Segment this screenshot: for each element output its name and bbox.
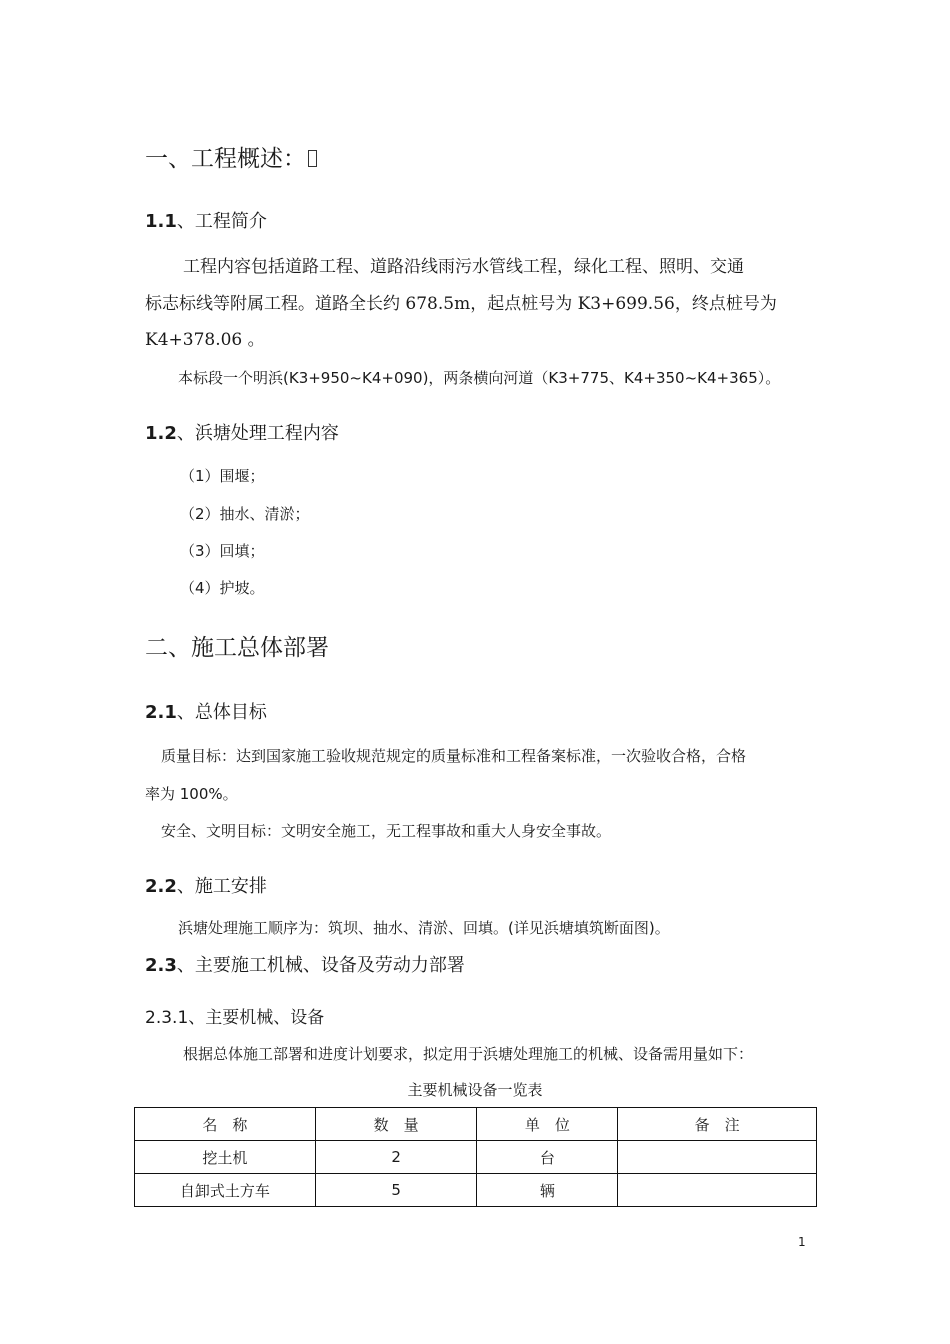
list-item: （4）护坡。	[180, 579, 265, 597]
list-item: （1）围堰；	[180, 467, 265, 485]
table-header-cell: 备 注	[618, 1108, 817, 1141]
quality-line-1: 质量目标：达到国家施工验收规范规定的质量标准和工程备案标准，一次验收合格，合格	[161, 747, 747, 765]
table-caption: 主要机械设备一览表	[407, 1081, 543, 1099]
subheading-1-1: 1.1、工程简介	[145, 211, 267, 232]
section1-heading: 一、工程概述：	[145, 140, 317, 173]
subheading-2-1: 2.1、总体目标	[145, 702, 267, 723]
table-row	[135, 1141, 817, 1174]
subheading-2-2: 2.2、施工安排	[145, 876, 267, 897]
table-cell: 挖土机	[135, 1141, 316, 1174]
intro-note: 本标段一个明浜(K3+950~K4+090)，两条横向河道（K3+775、K4+350~K4+365）。	[178, 369, 781, 387]
equipment-table	[134, 1107, 817, 1207]
subheading-2-3-1: 2.3.1、主要机械、设备	[145, 1008, 325, 1028]
table-cell	[618, 1174, 817, 1207]
table-cell	[618, 1141, 817, 1174]
safety-goal: 安全、文明目标：文明安全施工，无工程事故和重大人身安全事故。	[161, 822, 612, 840]
missing-glyph-icon	[308, 150, 317, 167]
table-header-cell: 名 称	[135, 1108, 316, 1141]
subheading-2-3: 2.3、主要施工机械、设备及劳动力部署	[145, 955, 465, 976]
subheading-1-2: 1.2、浜塘处理工程内容	[145, 423, 339, 444]
table-header-cell: 数 量	[315, 1108, 477, 1141]
page-number: 1	[798, 1235, 806, 1249]
equipment-intro: 根据总体施工部署和进度计划要求，拟定用于浜塘处理施工的机械、设备需用量如下：	[183, 1045, 754, 1063]
table-header-row	[135, 1108, 817, 1141]
table-row	[135, 1174, 817, 1207]
section2-heading: 二、施工总体部署	[145, 635, 329, 661]
table-header-cell: 单 位	[477, 1108, 618, 1141]
table-cell: 台	[477, 1141, 618, 1174]
table-cell: 辆	[477, 1174, 618, 1207]
table-cell: 5	[315, 1174, 477, 1207]
table-cell: 自卸式土方车	[135, 1174, 316, 1207]
list-item: （3）回填；	[180, 542, 265, 560]
intro-line-3: K4+378.06 。	[145, 330, 265, 350]
intro-line-2: 标志标线等附属工程。道路全长约 678.5m，起点桩号为 K3+699.56，终点桩号为	[145, 294, 777, 314]
intro-line-1: 工程内容包括道路工程、道路沿线雨污水管线工程，绿化工程、照明、交通	[183, 257, 744, 277]
list-item: （2）抽水、清淤；	[180, 505, 310, 523]
quality-line-2: 率为 100%。	[145, 785, 238, 803]
table-cell: 2	[315, 1141, 477, 1174]
construction-sequence: 浜塘处理施工顺序为：筑坝、抽水、清淤、回填。(详见浜塘填筑断面图)。	[178, 919, 670, 937]
